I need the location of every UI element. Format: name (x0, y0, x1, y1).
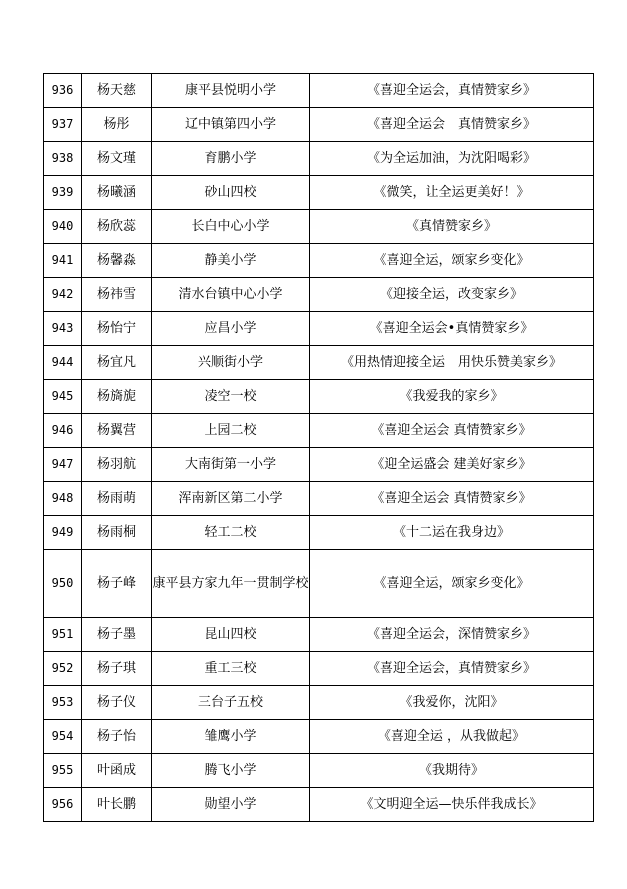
student-name: 杨子怡 (82, 720, 152, 754)
table-row (44, 346, 594, 380)
row-number: 954 (44, 720, 82, 754)
row-number: 951 (44, 618, 82, 652)
table-row (44, 482, 594, 516)
school-name: 昆山四校 (152, 618, 310, 652)
work-title: 《迎全运盛会 建美好家乡》 (310, 448, 594, 482)
school-name: 清水台镇中心小学 (152, 278, 310, 312)
work-title: 《为全运加油，为沈阳喝彩》 (310, 142, 594, 176)
student-name: 杨羽航 (82, 448, 152, 482)
row-number: 953 (44, 686, 82, 720)
student-name: 杨文瑾 (82, 142, 152, 176)
student-name: 杨宜凡 (82, 346, 152, 380)
school-name: 砂山四校 (152, 176, 310, 210)
row-number: 938 (44, 142, 82, 176)
table-row (44, 618, 594, 652)
table-row (44, 312, 594, 346)
table-row (44, 108, 594, 142)
school-name: 勋望小学 (152, 788, 310, 822)
work-title: 《喜迎全运会•真情赞家乡》 (310, 312, 594, 346)
work-title: 《十二运在我身边》 (310, 516, 594, 550)
student-name: 杨曦涵 (82, 176, 152, 210)
school-name: 康平县悦明小学 (152, 74, 310, 108)
work-title: 《真情赞家乡》 (310, 210, 594, 244)
student-name: 杨雨萌 (82, 482, 152, 516)
school-name: 凌空一校 (152, 380, 310, 414)
work-title: 《喜迎全运会 真情赞家乡》 (310, 482, 594, 516)
table-row (44, 686, 594, 720)
student-name: 杨子墨 (82, 618, 152, 652)
student-name: 杨子琪 (82, 652, 152, 686)
student-name: 杨馨淼 (82, 244, 152, 278)
school-name: 上园二校 (152, 414, 310, 448)
row-number: 939 (44, 176, 82, 210)
row-number: 956 (44, 788, 82, 822)
school-name: 三台子五校 (152, 686, 310, 720)
row-number: 943 (44, 312, 82, 346)
work-title: 《我爱我的家乡》 (310, 380, 594, 414)
school-name: 应昌小学 (152, 312, 310, 346)
row-number: 940 (44, 210, 82, 244)
table-row (44, 142, 594, 176)
school-name: 腾飞小学 (152, 754, 310, 788)
school-name: 静美小学 (152, 244, 310, 278)
row-number: 946 (44, 414, 82, 448)
student-name: 叶函成 (82, 754, 152, 788)
work-title: 《用热情迎接全运 用快乐赞美家乡》 (310, 346, 594, 380)
work-title: 《喜迎全运会，真情赞家乡》 (310, 74, 594, 108)
work-title: 《迎接全运，改变家乡》 (310, 278, 594, 312)
table-row (44, 652, 594, 686)
school-name: 大南街第一小学 (152, 448, 310, 482)
table-row (44, 380, 594, 414)
work-title: 《喜迎全运，颂家乡变化》 (310, 244, 594, 278)
work-title: 《喜迎全运会 真情赞家乡》 (310, 414, 594, 448)
row-number: 948 (44, 482, 82, 516)
row-number: 950 (44, 550, 82, 618)
row-number: 936 (44, 74, 82, 108)
work-title: 《喜迎全运会，真情赞家乡》 (310, 652, 594, 686)
row-number: 952 (44, 652, 82, 686)
row-number: 944 (44, 346, 82, 380)
table-row (44, 754, 594, 788)
school-name: 康平县方家九年一贯制学校 (152, 550, 310, 618)
row-number: 949 (44, 516, 82, 550)
work-title: 《文明迎全运—快乐伴我成长》 (310, 788, 594, 822)
school-name: 育鹏小学 (152, 142, 310, 176)
row-number: 941 (44, 244, 82, 278)
table-row (44, 448, 594, 482)
work-title: 《喜迎全运 ，从我做起》 (310, 720, 594, 754)
work-title: 《微笑，让全运更美好！》 (310, 176, 594, 210)
student-name: 杨欣蕊 (82, 210, 152, 244)
school-name: 辽中镇第四小学 (152, 108, 310, 142)
student-name: 杨祎雪 (82, 278, 152, 312)
student-name: 杨子峰 (82, 550, 152, 618)
table-row (44, 550, 594, 618)
student-name: 杨天慈 (82, 74, 152, 108)
table-row (44, 210, 594, 244)
student-name: 杨翼营 (82, 414, 152, 448)
table-row (44, 176, 594, 210)
student-name: 杨怡宁 (82, 312, 152, 346)
work-title: 《我爱你，沈阳》 (310, 686, 594, 720)
row-number: 945 (44, 380, 82, 414)
table-row (44, 74, 594, 108)
school-name: 兴顺街小学 (152, 346, 310, 380)
row-number: 942 (44, 278, 82, 312)
student-name: 杨彤 (82, 108, 152, 142)
student-name: 叶长鹏 (82, 788, 152, 822)
student-name: 杨雨桐 (82, 516, 152, 550)
table-row (44, 720, 594, 754)
table-row (44, 414, 594, 448)
school-name: 轻工二校 (152, 516, 310, 550)
table-row (44, 516, 594, 550)
school-name: 雏鹰小学 (152, 720, 310, 754)
table-row (44, 244, 594, 278)
table-row (44, 788, 594, 822)
school-name: 重工三校 (152, 652, 310, 686)
work-title: 《喜迎全运会 真情赞家乡》 (310, 108, 594, 142)
student-name: 杨旖旎 (82, 380, 152, 414)
work-title: 《我期待》 (310, 754, 594, 788)
table-row (44, 278, 594, 312)
work-title: 《喜迎全运，颂家乡变化》 (310, 550, 594, 618)
student-name: 杨子仪 (82, 686, 152, 720)
row-number: 955 (44, 754, 82, 788)
award-list-table (43, 73, 594, 822)
school-name: 长白中心小学 (152, 210, 310, 244)
row-number: 947 (44, 448, 82, 482)
work-title: 《喜迎全运会，深情赞家乡》 (310, 618, 594, 652)
school-name: 浑南新区第二小学 (152, 482, 310, 516)
row-number: 937 (44, 108, 82, 142)
